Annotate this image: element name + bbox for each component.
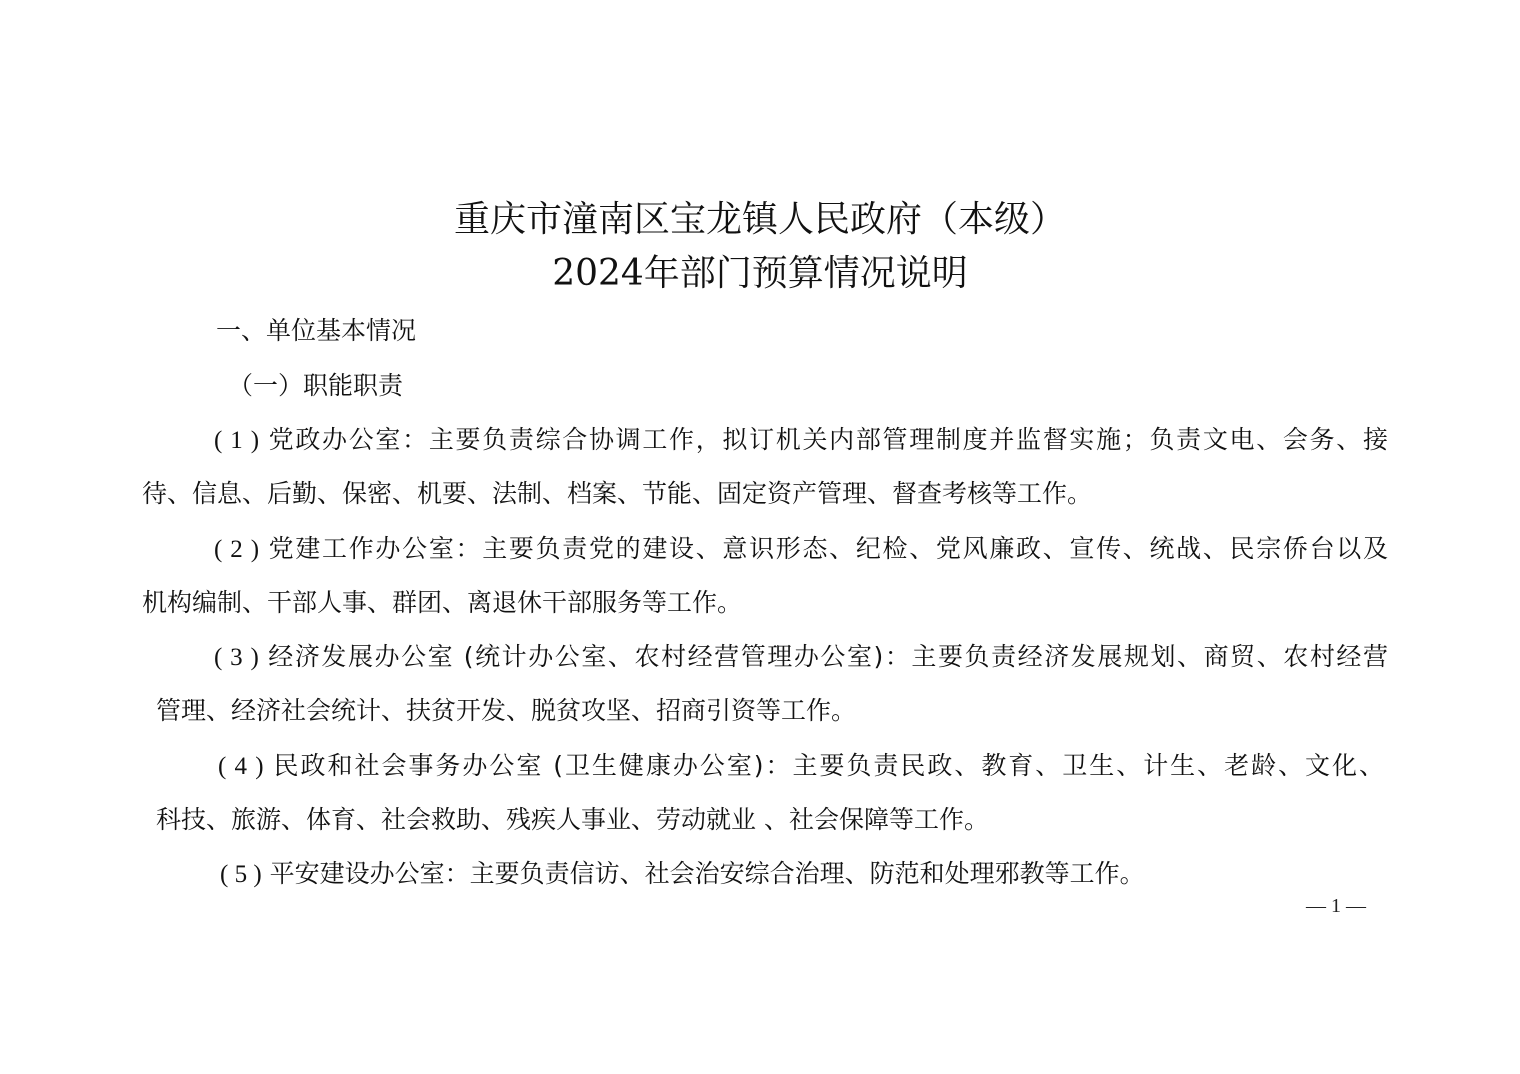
list-item-4-line-2: 科技、旅游、体育、社会救助、残疾人事业、劳动就业 、社会保障等工作。 xyxy=(156,805,989,834)
list-item-5-line-1 xyxy=(220,857,1145,892)
list-item-text: 党建工作办公室：主要负责党的建设、意识形态、纪检、党风廉政、宣传、统战、民宗侨台以及 xyxy=(268,534,1388,563)
list-item-text: 经济发展办公室 (统计办公室、农村经营管理办公室)：主要负责经济发展规划、商贸、农村经营 xyxy=(268,642,1388,671)
list-item-4-line-1 xyxy=(218,749,1384,784)
list-item-3-line-1 xyxy=(214,640,1388,675)
subsection-heading: （一）职能职责 xyxy=(228,371,404,400)
section-heading: 一、单位基本情况 xyxy=(216,316,417,345)
list-item-1-line-2: 待、信息、后勤、保密、机要、法制、档案、节能、固定资产管理、督查考核等工作。 xyxy=(142,479,1093,508)
page-number: — 1 — xyxy=(1306,895,1366,917)
list-item-2-line-2: 机构编制、干部人事、群团、离退休干部服务等工作。 xyxy=(142,588,743,617)
list-item-text: 平安建设办公室：主要负责信访、社会治安综合治理、防范和处理邪教等工作。 xyxy=(269,859,1145,888)
list-item-1-line-1 xyxy=(214,423,1388,458)
document-title-line-2: 2024年部门预算情况说明 xyxy=(552,253,968,294)
list-item-number: ( 3 ) xyxy=(214,644,259,671)
list-item-number: ( 1 ) xyxy=(214,427,260,454)
list-item-3-line-2: 管理、经济社会统计、扶贫开发、脱贫攻坚、招商引资等工作。 xyxy=(156,696,857,725)
list-item-number: ( 2 ) xyxy=(214,536,260,563)
list-item-2-line-1 xyxy=(214,532,1388,567)
list-item-number: ( 5 ) xyxy=(220,861,262,888)
list-item-text: 党政办公室：主要负责综合协调工作，拟订机关内部管理制度并监督实施；负责文电、会务、接 xyxy=(268,425,1388,454)
list-item-text: 民政和社会事务办公室 (卫生健康办公室)：主要负责民政、教育、卫生、计生、老龄、文化、 xyxy=(273,751,1384,780)
document-title-line-1: 重庆市潼南区宝龙镇人民政府（本级） xyxy=(453,199,1066,240)
list-item-number: ( 4 ) xyxy=(218,753,264,780)
